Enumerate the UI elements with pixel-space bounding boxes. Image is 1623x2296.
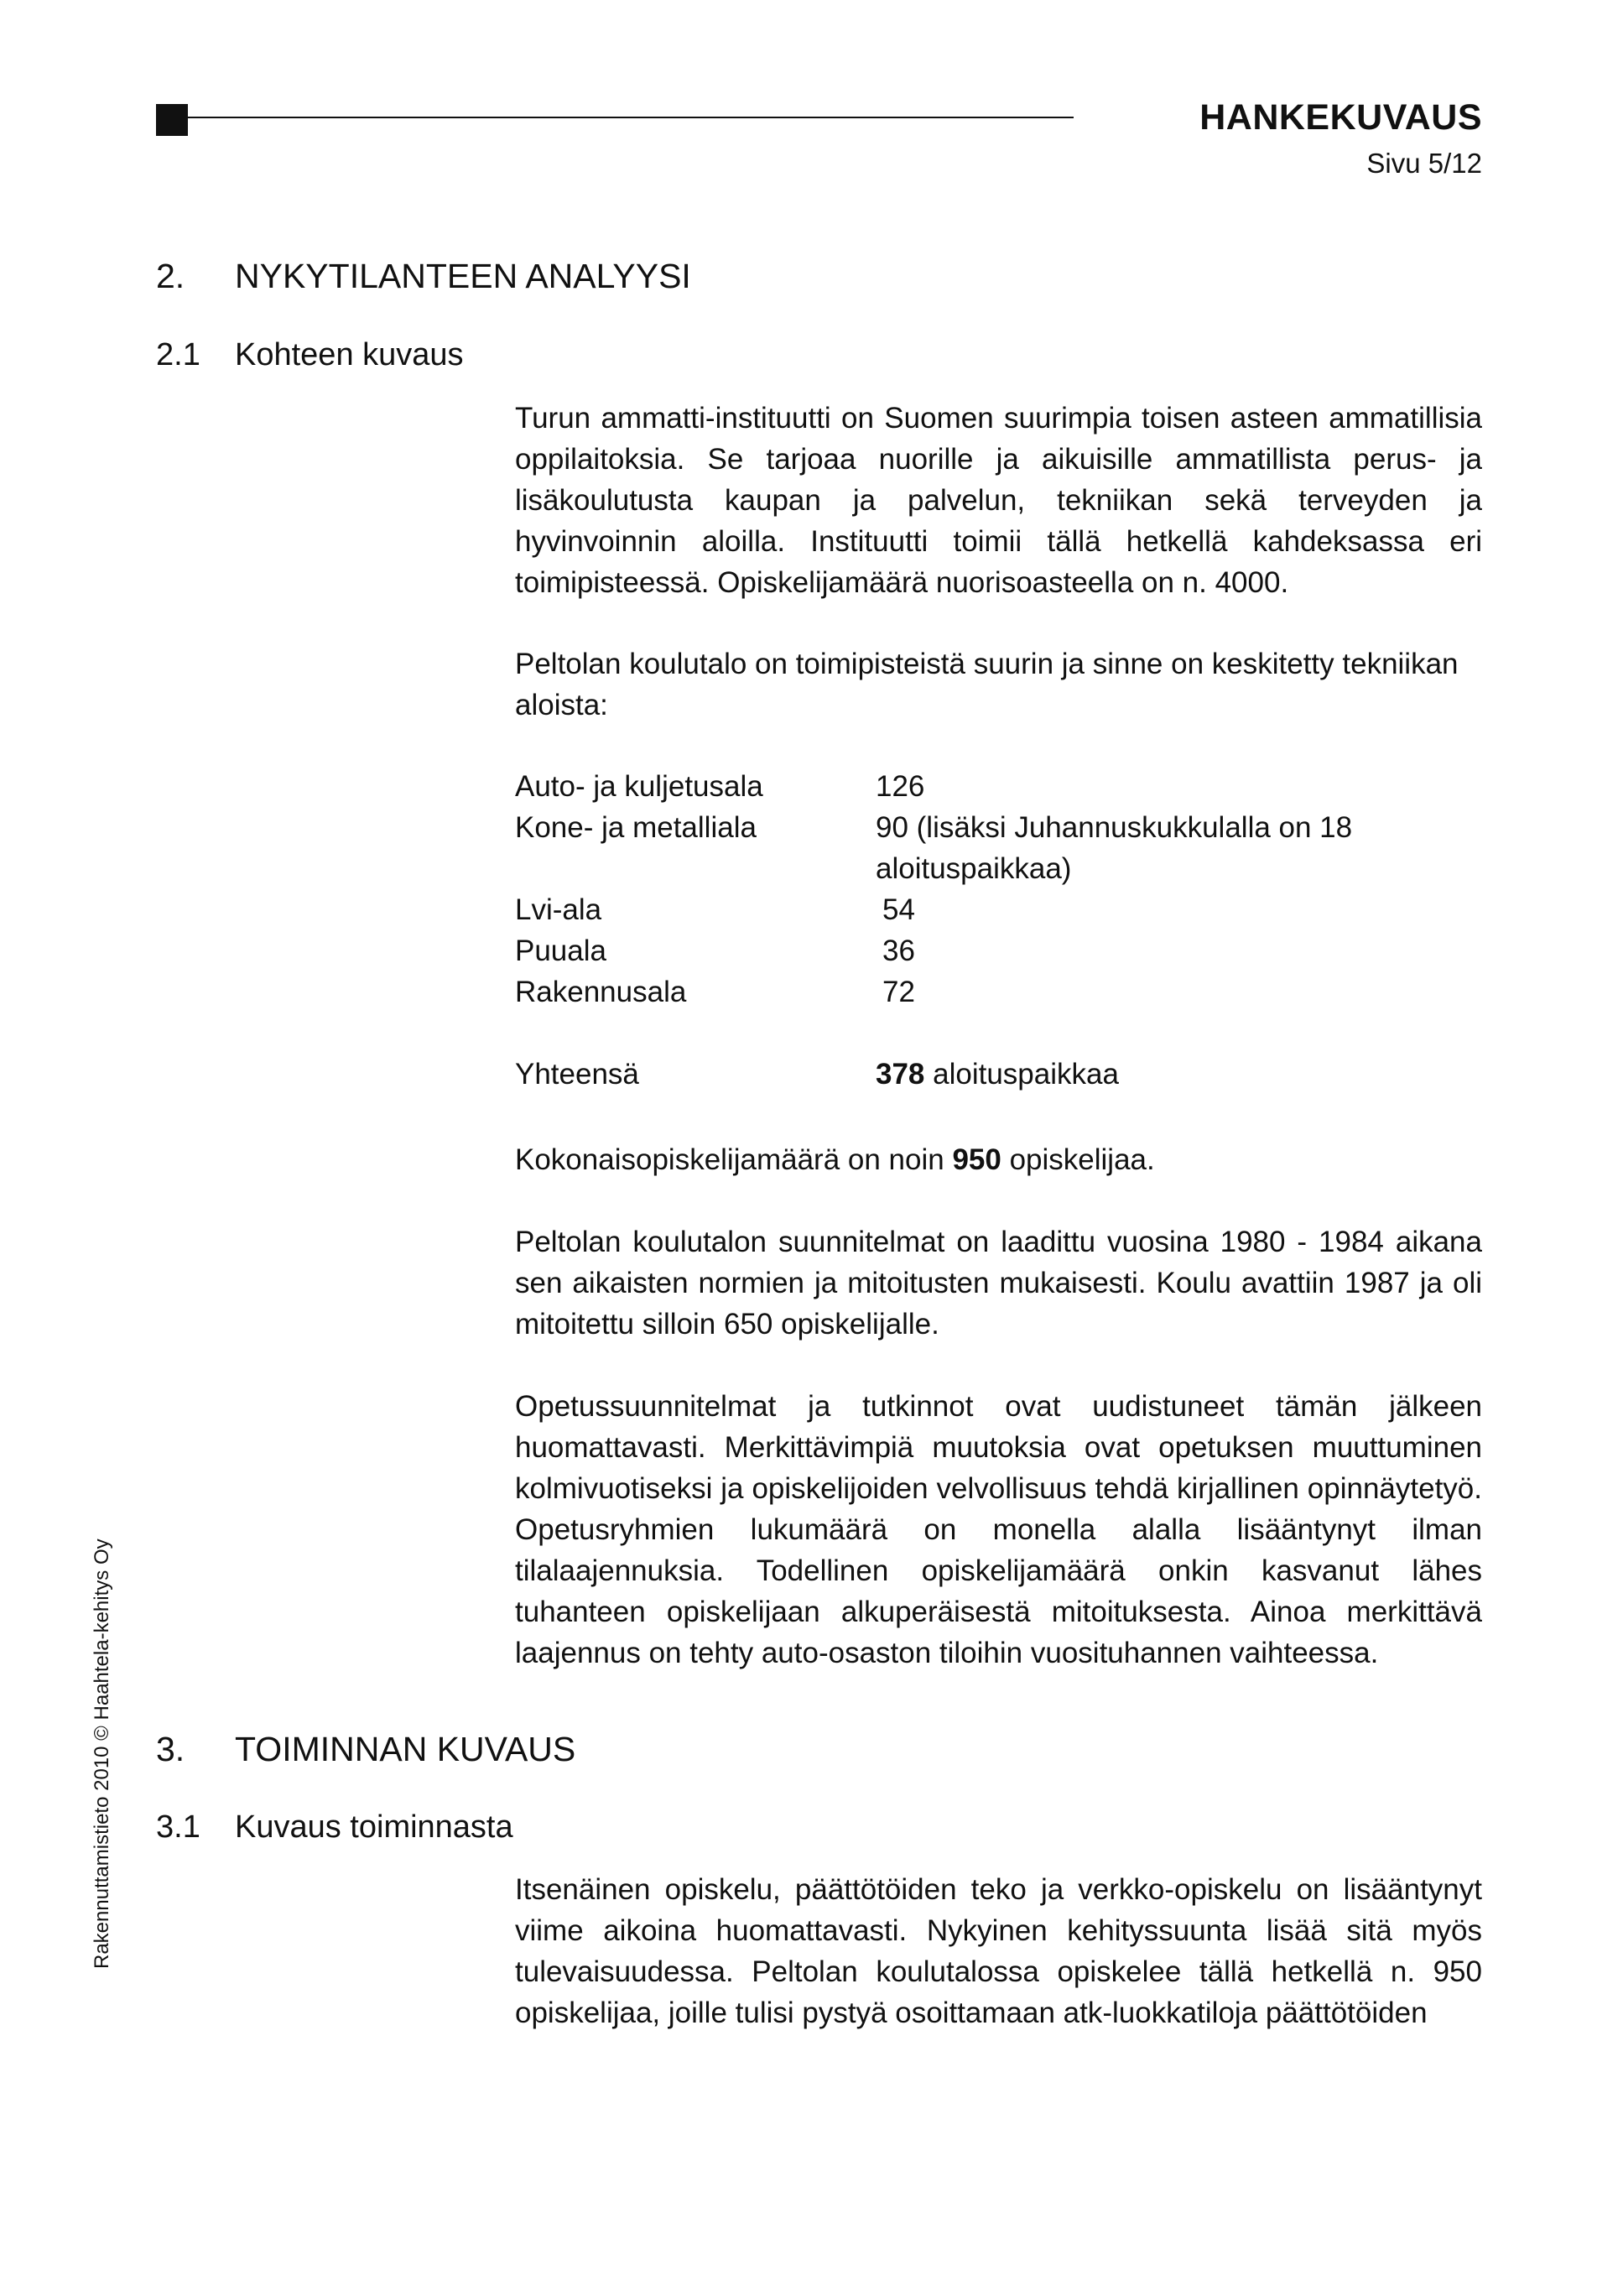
subsection-2-1-heading — [156, 337, 464, 373]
paragraph-intro: Turun ammatti-instituutti on Suomen suurimpia toisen asteen ammatillisia oppilaitoksia. Se tarjoaa nuorille ja aikuisille ammatillista perus- ja lisäkoulutusta kaupan ja palvelun, tekniikan sekä terveyden ja hyvinvoinnin aloilla. Instituutti toimii tällä hetkellä kahdeksassa eri toimipisteessä. Opiskelijamäärä nuorisoasteella on n. 4000. — [515, 402, 1482, 599]
total-number: 378 — [876, 1058, 925, 1091]
field-value: 72 — [882, 976, 915, 1008]
field-label: Auto- ja kuljetusala — [515, 770, 763, 803]
study-places-table — [515, 766, 1482, 1095]
total-unit: aloituspaikkaa — [924, 1058, 1119, 1091]
field-value: 126 — [876, 770, 925, 803]
section-number: 2. — [156, 257, 185, 295]
section-3-heading — [156, 1730, 575, 1769]
subsection-number: 3.1 — [156, 1809, 200, 1845]
paragraph-activity: Itsenäinen opiskelu, päättötöiden teko ja verkko-opiskelu on lisääntynyt viime aikoina huomattavasti. Nykyinen kehityssuunta lisää sitä myös tulevaisuudessa. Peltolan koulutalossa opiskelee tällä hetkellä n. 950 opiskelijaa, joille tulisi pystyä osoittamaan atk-luokkatiloja päättötöiden — [515, 1873, 1482, 2029]
paragraph-curriculum: Opetussuunnitelmat ja tutkinnot ovat uudistuneet tämän jälkeen huomattavasti. Merkittävimpiä muutoksia ovat opetuksen muuttuminen kolmivuotiseksi ja opiskelijoiden velvollisuus tehdä kirjallinen opinnäytetyö. Opetusryhmien lukumäärä on monella alalla lisääntynyt ilman tilalaajennuksia. Todellinen opiskelijamäärä onkin kasvanut lähes tuhanteen opiskelijaan alkuperäisestä mitoituksesta. Ainoa merkittävä laajennus on tehty auto-osaston tiloihin vuosituhannen vaihteessa. — [515, 1390, 1482, 1669]
field-label: Lvi-ala — [515, 893, 602, 926]
text-part: Kokonaisopiskelijamäärä on noin — [515, 1143, 953, 1176]
field-label: Puuala — [515, 935, 606, 967]
student-count: 950 — [952, 1143, 1001, 1176]
section-title: NYKYTILANTEEN ANALYYSI — [235, 257, 691, 295]
table-row — [515, 930, 1482, 971]
table-row — [515, 971, 1482, 1013]
field-value: 90 (lisäksi Juhannuskukkulalla on 18 aloituspaikkaa) — [876, 811, 1353, 885]
section-2-heading — [156, 257, 691, 296]
copyright-side-text: Rakennuttamistieto 2010 © Haahtela-kehitys Oy — [91, 1538, 113, 1969]
text-part: opiskelijaa. — [1001, 1143, 1155, 1176]
paragraph-peltola: Peltolan koulutalo on toimipisteistä suurin ja sinne on keskitetty tekniikan aloista: — [515, 648, 1459, 721]
field-label: Rakennusala — [515, 976, 687, 1008]
field-label: Kone- ja metalliala — [515, 811, 757, 844]
paragraph-total-students — [515, 1139, 1482, 1180]
field-value: 36 — [882, 935, 915, 967]
subsection-number: 2.1 — [156, 337, 200, 372]
total-label: Yhteensä — [515, 1058, 639, 1091]
paragraph-history: Peltolan koulutalon suunnitelmat on laadittu vuosina 1980 - 1984 aikana sen aikaisten normien ja mitoitusten mukaisesti. Koulu avattiin 1987 ja oli mitoitettu silloin 650 opiskelijalle. — [515, 1226, 1482, 1341]
section-title: TOIMINNAN KUVAUS — [235, 1730, 576, 1768]
page-number: Sivu 5/12 — [1366, 148, 1482, 179]
subsection-title: Kohteen kuvaus — [235, 337, 464, 372]
table-total-row — [515, 1054, 1482, 1095]
header-marker — [156, 104, 188, 136]
header-rule — [156, 117, 1074, 118]
section-number: 3. — [156, 1730, 185, 1768]
field-value: 54 — [882, 893, 915, 926]
total-value — [876, 1054, 1482, 1095]
subsection-title: Kuvaus toiminnasta — [235, 1809, 513, 1845]
table-row — [515, 766, 1482, 807]
subsection-3-1-heading — [156, 1809, 513, 1846]
document-title: HANKEKUVAUS — [1199, 97, 1482, 138]
table-row — [515, 889, 1482, 930]
table-row — [515, 807, 1482, 889]
